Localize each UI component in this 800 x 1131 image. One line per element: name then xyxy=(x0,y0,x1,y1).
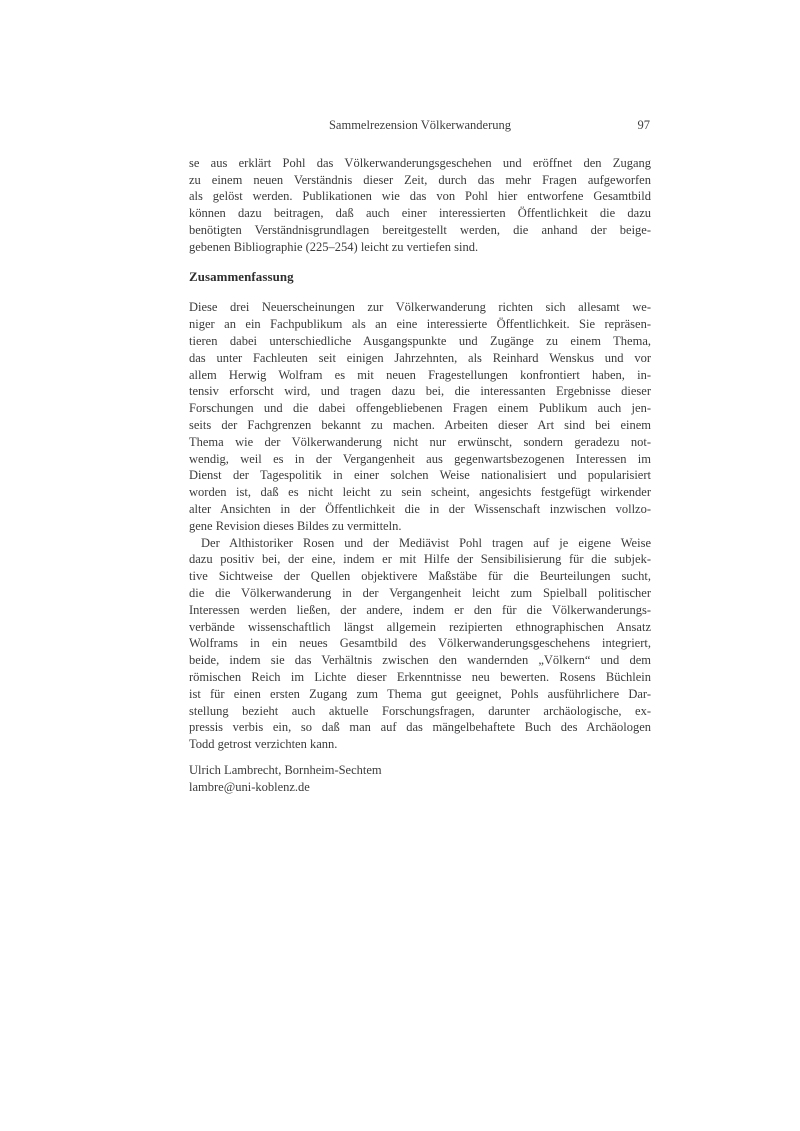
running-header xyxy=(189,117,651,134)
text-line: das unter Fachleuten seit einigen Jahrzehnten, als Reinhard Wenskus und vor xyxy=(189,350,651,365)
text-line: niger an ein Fachpublikum als an eine interessierte Öffentlichkeit. Sie repräsen- xyxy=(189,317,651,332)
summary-paragraph-1 xyxy=(189,299,651,534)
text-line: römischen Reich im Lichte dieser Erkenntnisse neu bewerten. Rosens Büchlein xyxy=(189,669,651,684)
text-line: Dienst der Tagespolitik in einer solchen Weise nationalisiert und popularisiert xyxy=(189,468,651,483)
text-line: gene Revision dieses Bildes zu vermitteln. xyxy=(189,518,402,533)
text-line: Forschungen und die dabei offengebliebenen Fragen einem Publikum auch jen- xyxy=(189,401,651,416)
author-name-location: Ulrich Lambrecht, Bornheim-Sechtem xyxy=(189,762,382,777)
text-line: Thema wie der Völkerwanderung nicht nur erwünscht, sondern geradezu not- xyxy=(189,434,651,449)
text-line: zu einem neuen Verständnis dieser Zeit, durch das mehr Fragen aufgeworfen xyxy=(189,172,651,187)
summary-paragraph-2 xyxy=(189,535,651,753)
text-line: allem Herwig Wolfram es mit neuen Fragestellungen konfrontiert haben, in- xyxy=(189,367,651,382)
text-line: verbände wissenschaftlich längst allgemein rezipierten ethnographischen Ansatz xyxy=(189,619,651,634)
text-line: gebenen Bibliographie (225–254) leicht zu vertiefen sind. xyxy=(189,239,479,254)
text-line: als gelöst werden. Publikationen wie das von Pohl hier entworfene Gesamtbild xyxy=(189,189,651,204)
text-line: können dazu beitragen, daß auch einer interessierten Öffentlichkeit die dazu xyxy=(189,206,651,221)
page-number: 97 xyxy=(637,118,650,132)
text-line: Diese drei Neuerscheinungen zur Völkerwanderung richten sich allesamt we- xyxy=(189,300,651,315)
text-line: die die Völkerwanderung in der Vergangenheit leicht zum Spielball politischer xyxy=(189,585,651,600)
text-line: wendig, weil es in der Vergangenheit aus gegenwartsbezogenen Interessen im xyxy=(189,451,651,466)
text-line: tive Sichtweise der Quellen objektivere Maßstäbe für die Beurteilungen sucht, xyxy=(189,569,651,584)
author-email: lambre@uni-koblenz.de xyxy=(189,779,310,794)
text-line: beide, indem sie das Verhältnis zwischen den wandernden „Völkern“ und dem xyxy=(189,653,651,668)
text-line: stellung bezieht auch aktuelle Forschungsfragen, darunter archäologische, ex- xyxy=(189,703,651,718)
text-line: dazu positiv bei, der eine, indem er mit Hilfe der Sensibilisierung für die subjek- xyxy=(189,552,651,567)
text-line: Wolframs in ein neues Gesamtbild des Völkerwanderungsgeschehens integriert, xyxy=(189,636,651,651)
text-line: alter Ansichten in der Öffentlichkeit die in der Wissenschaft inzwischen vollzo- xyxy=(189,501,651,516)
running-header-title: Sammelrezension Völkerwanderung xyxy=(328,118,511,132)
text-line: seits der Fachgrenzen bekannt zu machen. Arbeiten dieser Art sind bei einem xyxy=(189,417,651,432)
text-line: pressis verbis ein, so daß man auf das mängelbehaftete Buch des Archäologen xyxy=(189,720,651,735)
intro-paragraph xyxy=(189,155,651,256)
text-line: Der Althistoriker Rosen und der Mediävist Pohl tragen auf je eigene Weise xyxy=(201,535,651,550)
text-line: worden ist, daß es nicht leicht zu sein scheint, angesichts festgefügt wirkender xyxy=(189,485,651,500)
text-line: tensiv erforscht wird, und tragen dazu bei, die interessanten Ergebnisse dieser xyxy=(189,384,651,399)
text-line: tieren dabei unterschiedliche Ausgangspunkte und Zugänge zu einem Thema, xyxy=(189,333,651,348)
text-line: se aus erklärt Pohl das Völkerwanderungsgeschehen und eröffnet den Zugang xyxy=(189,155,651,170)
text-line: ist für einen ersten Zugang zum Thema gut geeignet, Pohls ausführlichere Dar- xyxy=(189,686,651,701)
text-column xyxy=(189,117,651,795)
section-heading: Zusammenfassung xyxy=(189,269,294,284)
text-line: Todd getrost verzichten kann. xyxy=(189,737,338,752)
author-signature xyxy=(189,762,651,796)
text-line: benötigten Verständnisgrundlagen bereitgestellt werden, die anhand der beige- xyxy=(189,222,651,237)
text-line: Interessen werden ließen, der andere, indem er den für die Völkerwanderungs- xyxy=(189,602,651,617)
